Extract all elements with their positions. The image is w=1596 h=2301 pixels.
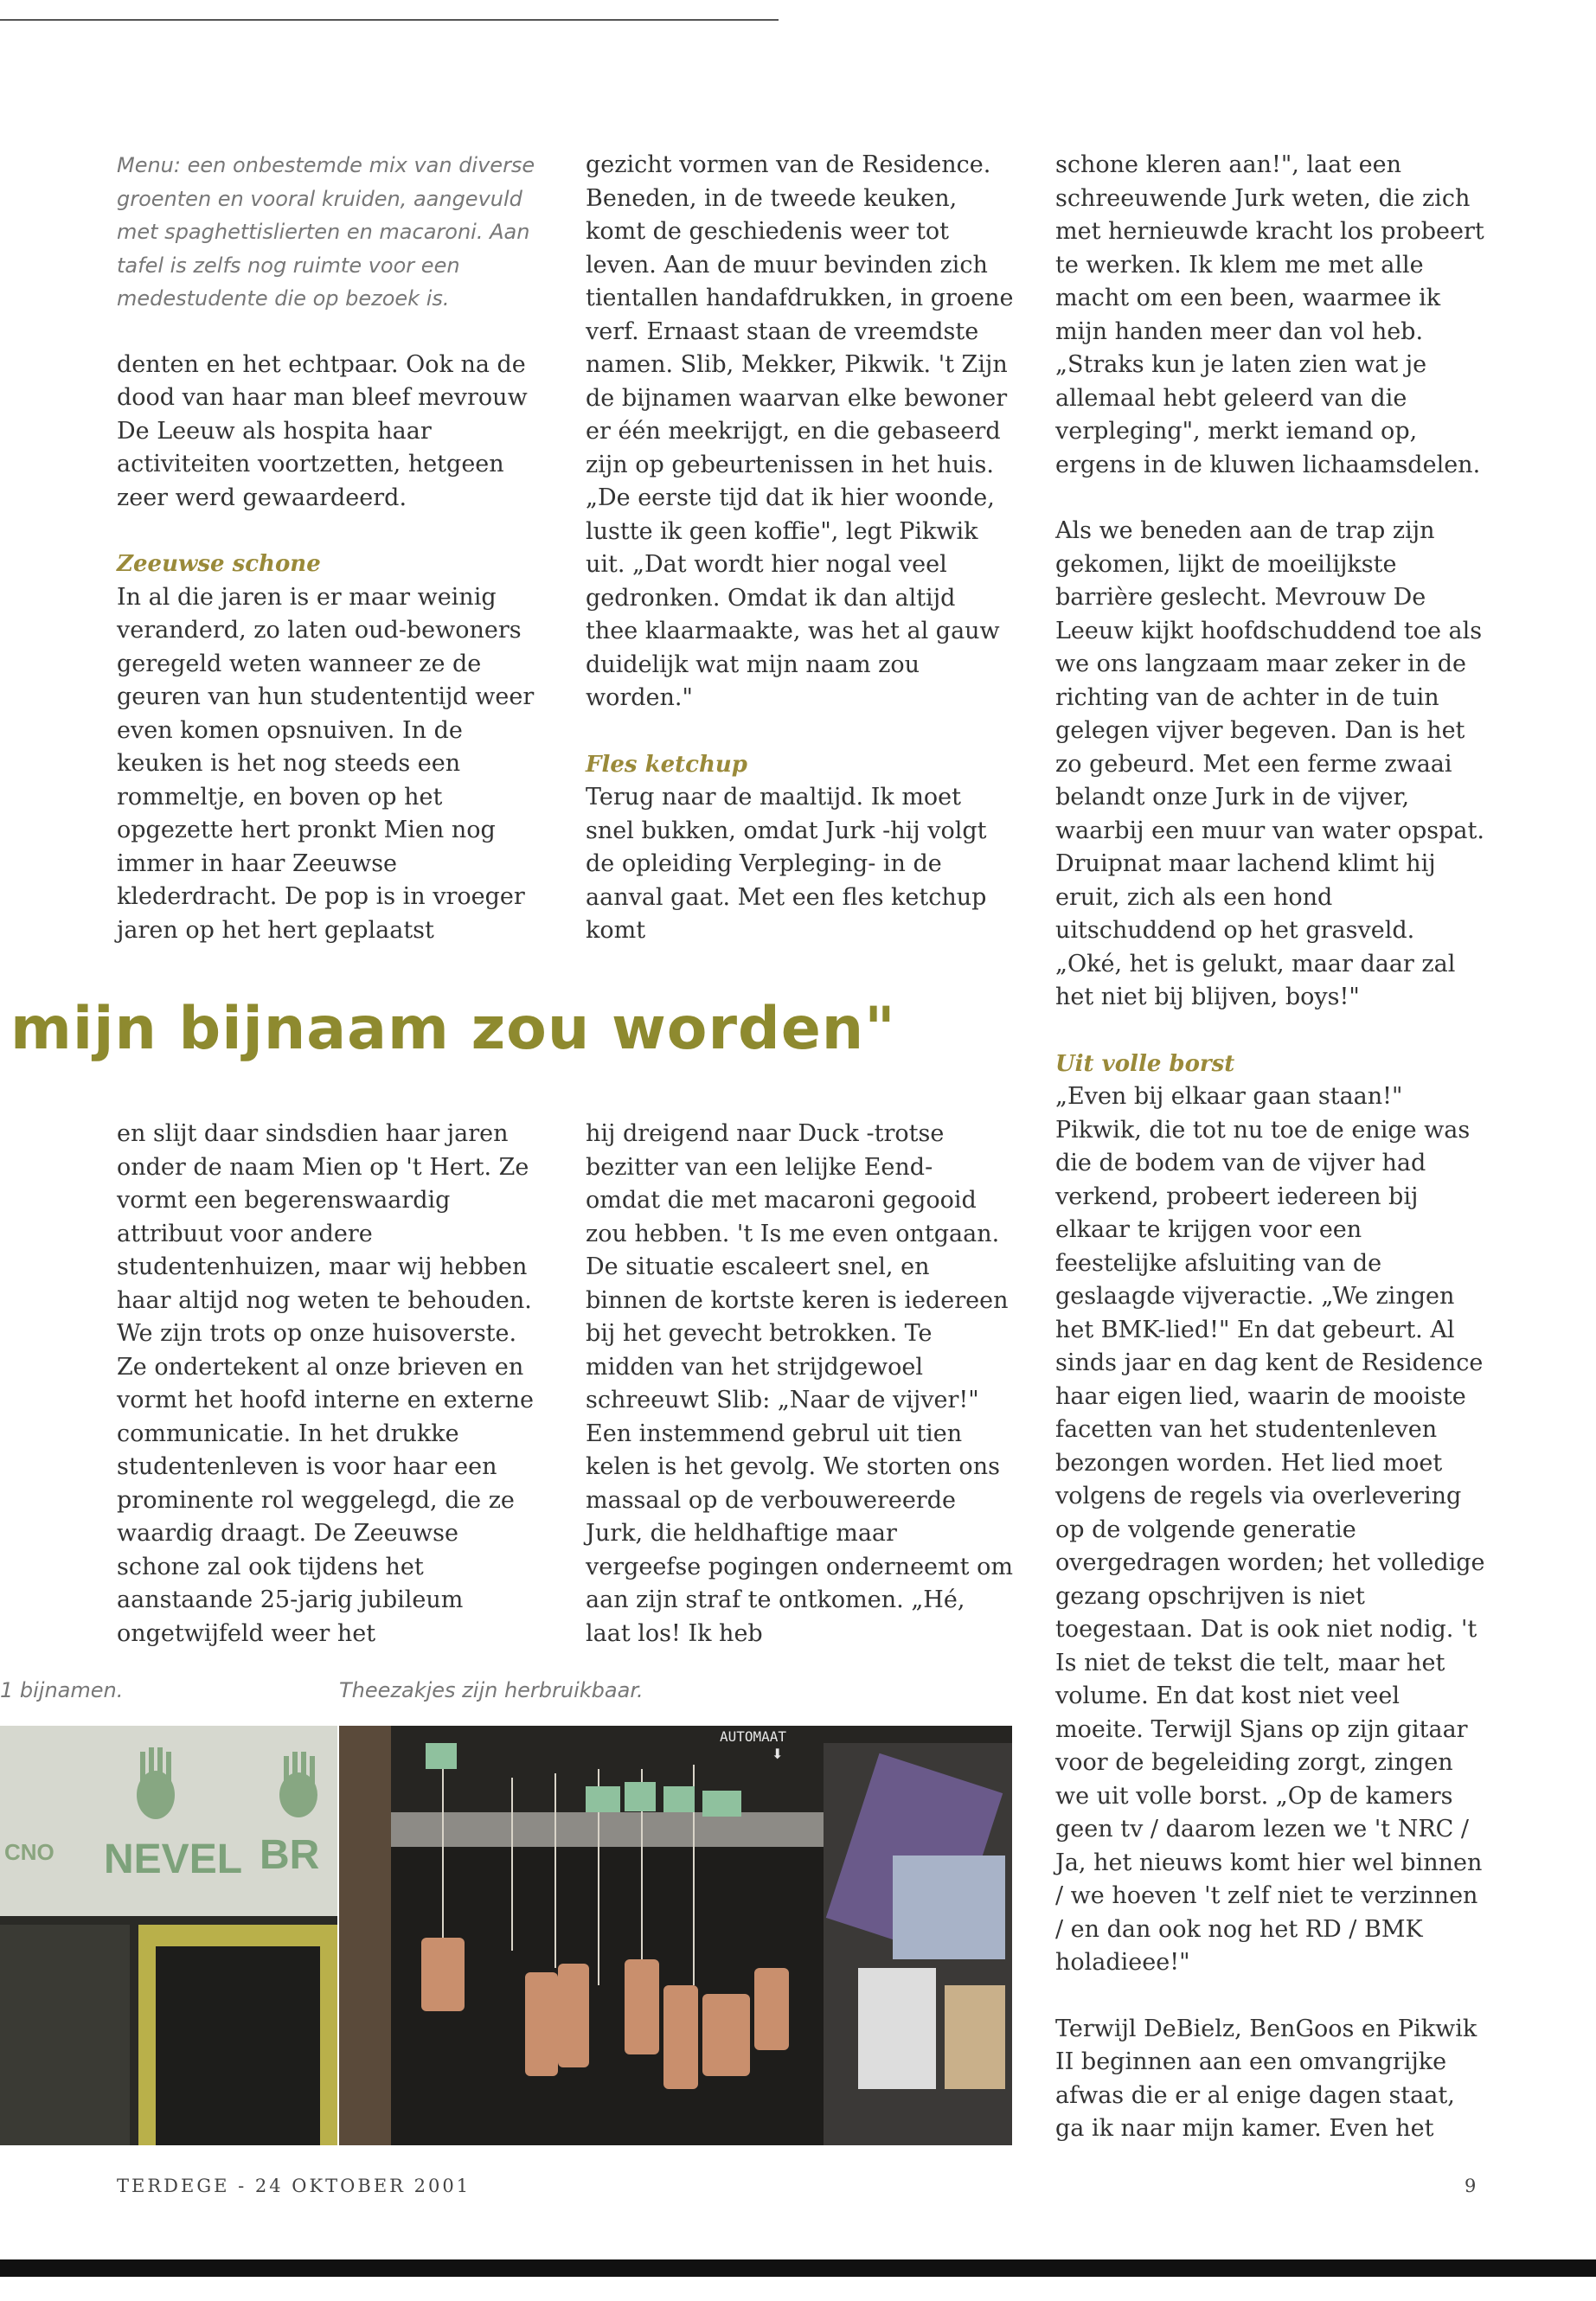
paragraph: en slijt daar sindsdien haar jaren onder de naam Mien op 't Hert. Ze vormt een begerenswaardig attribuut voor andere studentenhuizen, maar wij hebben haar altijd nog weten te behouden. We zijn trots op onze huisoverste. Ze ondertekent al onze brieven en vormt het hoofd interne en externe communicatie. In het drukke studentenleven is voor haar een prominente rol weggelegd, die ze waardig draagt. De Zeeuwse schone zal ook tijdens het aanstaande 25-jarig jubileum ongetwijfeld weer het	[117, 1120, 534, 1647]
paragraph: denten en het echtpaar. Ook na de dood van haar man bleef mevrouw De Leeuw als hospita haar activiteiten voortzetten, hetgeen zeer werd gewaardeerd.	[117, 350, 528, 511]
subheading-uit-volle-borst: Uit volle borst	[1055, 1050, 1235, 1077]
photo-caption-menu: Menu: een onbestemde mix van diverse groenten en vooral kruiden, aangevuld met spaghettislierten en macaroni. Aan tafel is zelfs nog ruimte voor een medestudente die op bezoek is.	[117, 153, 535, 311]
paragraph: In al die jaren is er maar weinig veranderd, zo laten oud-bewoners geregeld weten wanneer ze de geuren van hun studententijd weer even komen opsnuiven. In de keuken is het nog steeds een rommeltje, en boven op het opgezette hert pronkt Mien nog immer in haar Zeeuwse klederdracht. De pop is in vroeger jaren op het hert geplaatst	[117, 583, 535, 944]
column-2-top	[586, 149, 1014, 948]
photo-caption-theezakjes: Theezakjes zijn herbruikbaar.	[339, 1678, 644, 1702]
subheading-fles-ketchup: Fles ketchup	[586, 751, 747, 778]
paragraph: Als we beneden aan de trap zijn gekomen, lijkt de moeilijkste barrière geslecht. Mevrouw De Leeuw kijkt hoofdschuddend toe als we ons langzaam maar zeker in de richting van de achter in de tuin gelegen vijver begeven. Dan is het zo gebeurd. Met een ferme zwaai belandt onze Jurk in de vijver, waarbij een muur van water opspat. Druipnat maar lachend klimt hij eruit, zich als een hond uitschuddend op het grasveld. „Oké, het is gelukt, maar daar zal het niet bij blijven, boys!"	[1055, 517, 1484, 1010]
bottom-bar	[0, 2259, 1596, 2277]
top-rule	[0, 19, 779, 21]
paragraph: Terug naar de maaltijd. Ik moet snel bukken, omdat Jurk -hij volgt de opleiding Verpleging- in de aanval gaat. Met een fles ketchup komt	[586, 784, 987, 944]
pull-quote: mijn bijnaam zou worden"	[10, 995, 896, 1063]
column-1-bottom	[117, 1118, 536, 1650]
arrow-down-icon: ⬇	[772, 1746, 784, 1762]
column-2-bottom	[586, 1118, 1014, 1650]
column-1-top	[117, 149, 536, 947]
paragraph: hij dreigend naar Duck -trotse bezitter van een lelijke Eend- omdat die met macaroni gegooid zou hebben. 't Is me even ontgaan. De situatie escaleert snel, en binnen de kortste keren is iedereen bij het gevecht betrokken. Te midden van het strijdgewoel schreeuwt Slib: „Naar de vijver!" Een instemmend gebrul uit tien kelen is het gevolg. We storten ons massaal op de verbouwereerde Jurk, die heldhaftige maar vergeefse pogingen onderneemt om aan zijn straf te ontkomen. „Hé, laat los! Ik heb	[586, 1120, 1013, 1647]
paragraph: schone kleren aan!", laat een schreeuwende Jurk weten, die zich met hernieuwde kracht los probeert te werken. Ik klem me met alle macht om een been, waarmee ik mijn handen meer dan vol heb. „Straks kun je laten zien wat je allemaal hebt geleerd van die verpleging", merkt iemand op, ergens in de kluwen lichaamsdelen.	[1055, 151, 1484, 478]
subheading-zeeuwse-schone: Zeeuwse schone	[117, 551, 321, 577]
footer-publication: TERDEGE - 24 OKTOBER 2001	[117, 2176, 471, 2196]
paragraph: gezicht vormen van de Residence. Beneden, in de tweede keuken, komt de geschiedenis weer tot leven. Aan de muur bevinden zich tientallen handafdrukken, in groene verf. Ernaast staan de vreemdste namen. Slib, Mekker, Pikwik. 't Zijn de bijnamen waarvan elke bewoner er één meekrijgt, en die gebaseerd zijn op gebeurtenissen in het huis. „De eerste tijd dat ik hier woonde, lustte ik geen koffie", legt Pikwik uit. „Dat wordt hier nogal veel gedronken. Omdat ik dan altijd thee klaarmaakte, was het al gauw duidelijk wat mijn naam zou worden."	[586, 151, 1014, 711]
photo-handprints-wall	[0, 1726, 337, 2145]
photo-teabags	[339, 1726, 1012, 2145]
page-number: 9	[1465, 2176, 1479, 2196]
wall-name-nevel: NEVEL	[104, 1836, 243, 1882]
paragraph: Terwijl DeBielz, BenGoos en Pikwik II beginnen aan een omvangrijke afwas die er al enige dagen staat, ga ik naar mijn kamer. Even het	[1055, 2015, 1477, 2142]
wall-name-br: BR	[260, 1832, 320, 1878]
handprints-photo-graphic	[0, 1726, 337, 2145]
column-3	[1055, 149, 1488, 2146]
photo-caption-bijnamen: 1 bijnamen.	[0, 1678, 124, 1702]
automaat-label: AUTOMAAT	[720, 1728, 787, 1745]
paragraph: „Even bij elkaar gaan staan!" Pikwik, die tot nu toe de enige was die de bodem van de vijver had verkend, probeert iedereen bij elkaar te krijgen voor een feestelijke afsluiting van de geslaagde vijveractie. „We zingen het BMK-lied!" En dat gebeurt. Al sinds jaar en dag kent de Residence haar eigen lied, waarin de mooiste facetten van het studentenleven bezongen worden. Het lied moet volgens de regels via overlevering op de volgende generatie overgedragen worden; het volledige gezang opschrijven is niet toegestaan. Dat is ook niet nodig. 't Is niet de tekst die telt, maar het volume. En dat kost niet veel moeite. Terwijl Sjans op zijn gitaar voor de begeleiding zorgt, zingen we uit volle borst. „Op de kamers geen tv / daarom lezen we 't NRC / Ja, het nieuws komt hier wel binnen / we hoeven 't zelf niet te verzinnen / en dan ook nog het RD / BMK holadieee!"	[1055, 1083, 1485, 1976]
teabags-photo-graphic	[339, 1726, 1012, 2145]
wall-name-cno: CNO	[4, 1839, 54, 1865]
